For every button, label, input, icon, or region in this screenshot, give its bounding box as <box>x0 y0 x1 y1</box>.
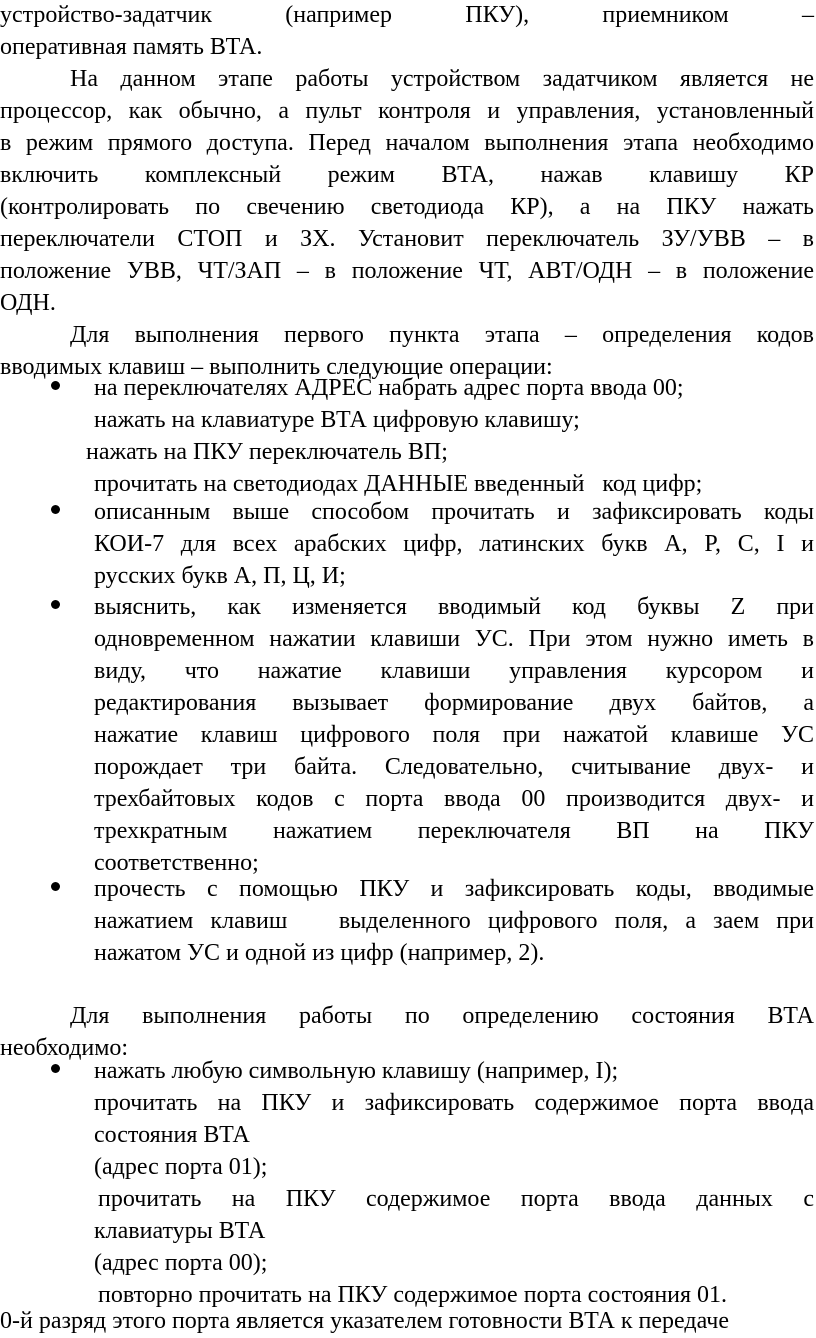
list-item-line: трехкратным нажатием переключателя ВП на ПКУ <box>94 818 814 844</box>
list-item-line: редактирования вызывает формирование двух байтов, а <box>94 690 814 716</box>
text-line: вводимых клавиш – выполнить следующие операции: <box>0 354 553 380</box>
list-item-line: (адрес порта 00); <box>94 1250 268 1276</box>
bullet-icon <box>51 381 60 390</box>
list-item-line: прочитать на ПКУ и зафиксировать содержимое порта ввода <box>94 1090 814 1116</box>
list-item-line: (адрес порта 01); <box>94 1154 268 1180</box>
text-line: На данном этапе работы устройством задатчиком является не <box>70 66 814 92</box>
list-item-line: нажать на ПКУ переключатель ВП; <box>86 439 448 465</box>
bullet-icon <box>51 600 60 609</box>
list-item-line: одновременном нажатии клавиши УС. При этом нужно иметь в <box>94 626 814 652</box>
list-item-line: нажатием клавиш выделенного цифрового поля, а заем при <box>94 908 814 934</box>
bullet-icon <box>51 882 60 891</box>
list-item-line: прочесть с помощью ПКУ и зафиксировать коды, вводимые <box>94 876 814 902</box>
bullet-icon <box>51 1064 60 1073</box>
text-line: в режим прямого доступа. Перед началом выполнения этапа необходимо <box>0 130 814 156</box>
text-line: Для выполнения работы по определению состояния ВТА <box>70 1003 814 1029</box>
list-item-line: состояния ВТА <box>94 1122 250 1148</box>
list-item-line: прочитать на светодиодах ДАННЫЕ введенный код цифр; <box>94 471 703 497</box>
text-line: ОДН. <box>0 290 56 316</box>
text-line: 0-й разряд этого порта является указателем готовности ВТА к передаче <box>0 1308 729 1334</box>
text-line: устройство-задатчик (например ПКУ), приемником – <box>0 2 814 28</box>
list-item-line: КОИ-7 для всех арабских цифр, латинских букв A, P, C, I и <box>94 531 814 557</box>
text-line: оперативная память ВТА. <box>0 34 263 60</box>
list-item-line: выяснить, как изменяется вводимый код буквы Z при <box>94 594 814 620</box>
list-item-line: описанным выше способом прочитать и зафиксировать коды <box>94 499 814 525</box>
text-line: включить комплексный режим ВТА, нажав клавишу КР <box>0 162 814 188</box>
text-line: положение УВВ, ЧТ/ЗАП – в положение ЧТ, АВТ/ОДН – в положение <box>0 258 814 284</box>
list-item-line: нажатом УС и одной из цифр (например, 2). <box>94 940 545 966</box>
list-item-line: соответственно; <box>94 850 259 876</box>
list-item-line: повторно прочитать на ПКУ содержимое порта состояния 01. <box>98 1282 728 1308</box>
list-item-line: трехбайтовых кодов с порта ввода 00 производится двух- и <box>94 786 814 812</box>
text-line: Для выполнения первого пункта этапа – определения кодов <box>70 322 814 348</box>
list-item-line: виду, что нажатие клавиши управления курсором и <box>94 658 814 684</box>
list-item-line: порождает три байта. Следовательно, считывание двух- и <box>94 754 814 780</box>
text-line: (контролировать по свечению светодиода КР), а на ПКУ нажать <box>0 194 814 220</box>
text-line: переключатели СТОП и ЗХ. Установит переключатель ЗУ/УВВ – в <box>0 226 814 252</box>
text-line: процессор, как обычно, а пульт контроля и управления, установленный <box>0 98 814 124</box>
list-item-line: русских букв А, П, Ц, И; <box>94 563 346 589</box>
bullet-icon <box>51 505 60 514</box>
list-item-line: нажатие клавиш цифрового поля при нажатой клавише УС <box>94 722 814 748</box>
list-item-line: нажать любую символьную клавишу (например, I); <box>94 1058 619 1084</box>
text-line: необходимо: <box>0 1035 129 1061</box>
list-item-line: клавиатуры ВТА <box>94 1218 266 1244</box>
list-item-line: нажать на клавиатуре ВТА цифровую клавишу; <box>94 407 580 433</box>
list-item-line: на переключателях АДРЕС набрать адрес порта ввода 00; <box>94 375 684 401</box>
list-item-line: прочитать на ПКУ содержимое порта ввода данных с <box>98 1186 814 1212</box>
